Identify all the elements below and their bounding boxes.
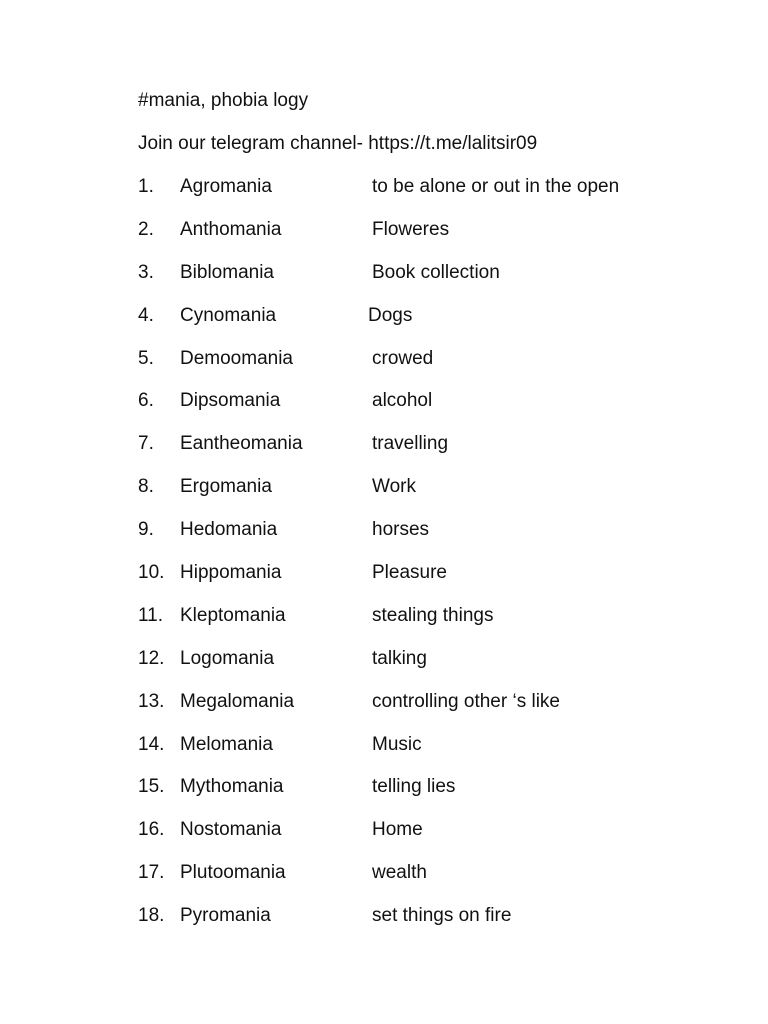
- telegram-channel-line: Join our telegram channel- https://t.me/lalitsir09: [138, 133, 538, 154]
- item-number: 8.: [138, 476, 154, 498]
- item-term: Melomania: [180, 733, 273, 755]
- item-number: 9.: [138, 519, 154, 541]
- item-number: 3.: [138, 261, 154, 283]
- item-term: Logomania: [180, 647, 275, 669]
- item-number: 1.: [138, 176, 154, 197]
- item-term: Megalomania: [180, 690, 295, 712]
- item-term: Eantheomania: [180, 433, 303, 455]
- item-meaning: Dogs: [368, 304, 413, 326]
- item-term: Agromania: [180, 176, 272, 197]
- item-number: 16.: [138, 819, 165, 841]
- item-meaning: telling lies: [372, 776, 456, 798]
- item-meaning: set things on fire: [372, 905, 512, 927]
- item-term: Mythomania: [180, 776, 284, 798]
- item-number: 17.: [138, 862, 165, 884]
- item-term: Anthomania: [180, 218, 282, 240]
- item-meaning: travelling: [372, 433, 449, 455]
- item-number: 11.: [138, 604, 164, 626]
- item-number: 18.: [138, 905, 165, 927]
- item-meaning: talking: [372, 647, 427, 669]
- item-term: Hedomania: [180, 519, 278, 541]
- item-number: 12.: [138, 647, 165, 669]
- item-meaning: wealth: [372, 862, 427, 884]
- item-number: 13.: [138, 690, 165, 712]
- item-term: Hippomania: [180, 562, 282, 584]
- item-number: 15.: [138, 776, 165, 798]
- item-number: 6.: [138, 390, 154, 412]
- item-term: Dipsomania: [180, 390, 281, 412]
- item-number: 14.: [138, 733, 165, 755]
- item-number: 10.: [138, 562, 165, 584]
- item-meaning: stealing things: [372, 604, 494, 626]
- item-meaning: Book collection: [372, 261, 500, 283]
- item-meaning: Pleasure: [372, 562, 447, 584]
- item-number: 5.: [138, 347, 154, 369]
- item-term: Ergomania: [180, 476, 272, 498]
- item-term: Nostomania: [180, 819, 282, 841]
- item-meaning: crowed: [372, 347, 434, 369]
- page-heading: #mania, phobia logy: [138, 90, 309, 111]
- item-meaning: alcohol: [372, 390, 433, 412]
- item-meaning: Music: [372, 733, 422, 755]
- item-meaning: to be alone or out in the open: [372, 176, 620, 197]
- item-term: Cynomania: [180, 304, 277, 326]
- item-term: Biblomania: [180, 261, 274, 283]
- item-meaning: Floweres: [372, 218, 450, 240]
- item-number: 2.: [138, 218, 154, 240]
- item-term: Pyromania: [180, 905, 271, 927]
- item-meaning: Home: [372, 819, 423, 841]
- item-term: Demoomania: [180, 347, 293, 369]
- item-number: 7.: [138, 433, 154, 455]
- item-term: Kleptomania: [180, 604, 286, 626]
- item-meaning: controlling other ‘s like: [372, 690, 560, 712]
- item-term: Plutoomania: [180, 862, 286, 884]
- item-meaning: Work: [372, 476, 416, 498]
- item-number: 4.: [138, 304, 154, 326]
- item-meaning: horses: [372, 519, 430, 541]
